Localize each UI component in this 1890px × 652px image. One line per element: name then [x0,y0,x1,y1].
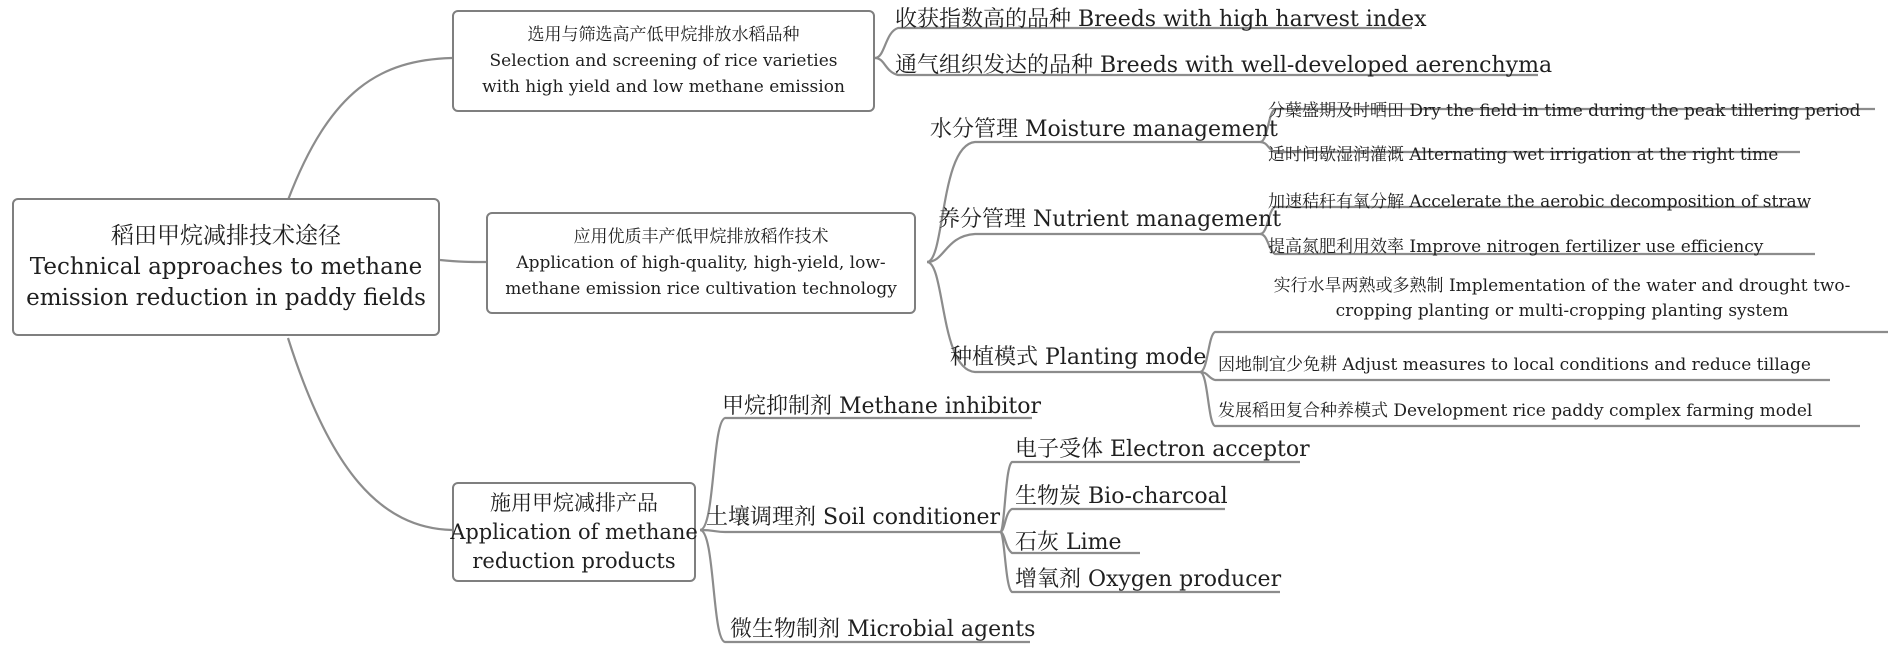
leaf-cropping-system-line-2: cropping planting or multi-cropping planting system [1335,301,1789,321]
branch-varieties-node [452,10,875,112]
leaf-lime: 石灰 Lime [1015,530,1122,555]
branch-varieties-en-1: Selection and screening of rice varieties [489,51,838,71]
leaf-nitrogen-efficiency: 提高氮肥利用效率 Improve nitrogen fertilizer use efficiency [1268,237,1764,257]
leaf-aerenchyma: 通气组织发达的品种 Breeds with well-developed aerenchyma [895,53,1553,78]
connector-root-cultivation [440,260,486,262]
leaf-dry-field: 分蘖盛期及时晒田 Dry the field in time during the peak tillering period [1268,101,1861,121]
root-title-en-2: emission reduction in paddy fields [26,284,426,311]
branch-cultivation-en-1: Application of high-quality, high-yield, low- [516,253,886,273]
sub-planting-mode: 种植模式 Planting mode [950,345,1207,370]
leaf-electron-acceptor: 电子受体 Electron acceptor [1015,437,1310,462]
branch-varieties-zh: 选用与筛选高产低甲烷排放水稻品种 [527,25,800,45]
leaf-cropping-system-line-1: 实行水旱两熟或多熟制 Implementation of the water and drought two- [1273,276,1851,296]
leaf-cropping-system [1262,274,1862,324]
branch-products-node [452,482,696,582]
sub-methane-inhibitor: 甲烷抑制剂 Methane inhibitor [722,394,1041,419]
sub-nutrient-management: 养分管理 Nutrient management [938,207,1282,232]
branch-products-zh: 施用甲烷减排产品 [490,490,658,515]
sub-microbial-agents: 微生物制剂 Microbial agents [730,617,1036,642]
sub-moisture-management: 水分管理 Moisture management [930,117,1278,142]
connector-root-products [288,338,452,530]
sub-soil-conditioner: 土壤调理剂 Soil conditioner [706,505,1001,530]
leaf-bio-charcoal: 生物炭 Bio-charcoal [1015,484,1228,509]
branch-cultivation-node [486,212,916,314]
leaf-wet-irrigation: 适时间歇湿润灌溉 Alternating wet irrigation at the right time [1268,145,1779,165]
branch-cultivation-zh: 应用优质丰产低甲烷排放稻作技术 [573,227,829,247]
root-title-zh: 稻田甲烷减排技术途径 [111,222,341,249]
branch-varieties-en-2: with high yield and low methane emission [482,77,845,97]
branch-products-en-2: reduction products [472,548,676,573]
leaf-oxygen-producer: 增氧剂 Oxygen producer [1015,567,1282,592]
connector-root-varieties [288,58,452,200]
leaf-straw-decomposition: 加速秸秆有氧分解 Accelerate the aerobic decomposition of straw [1268,192,1812,212]
leaf-harvest-index: 收获指数高的品种 Breeds with high harvest index [895,7,1427,32]
leaf-complex-farming: 发展稻田复合种养模式 Development rice paddy complex farming model [1218,401,1813,421]
root-title-en-1: Technical approaches to methane [29,253,423,280]
leaf-reduce-tillage: 因地制宜少免耕 Adjust measures to local conditions and reduce tillage [1218,355,1811,375]
branch-cultivation-en-2: methane emission rice cultivation technology [505,279,897,299]
root-node [12,198,440,336]
branch-products-en-1: Application of methane [450,519,698,544]
